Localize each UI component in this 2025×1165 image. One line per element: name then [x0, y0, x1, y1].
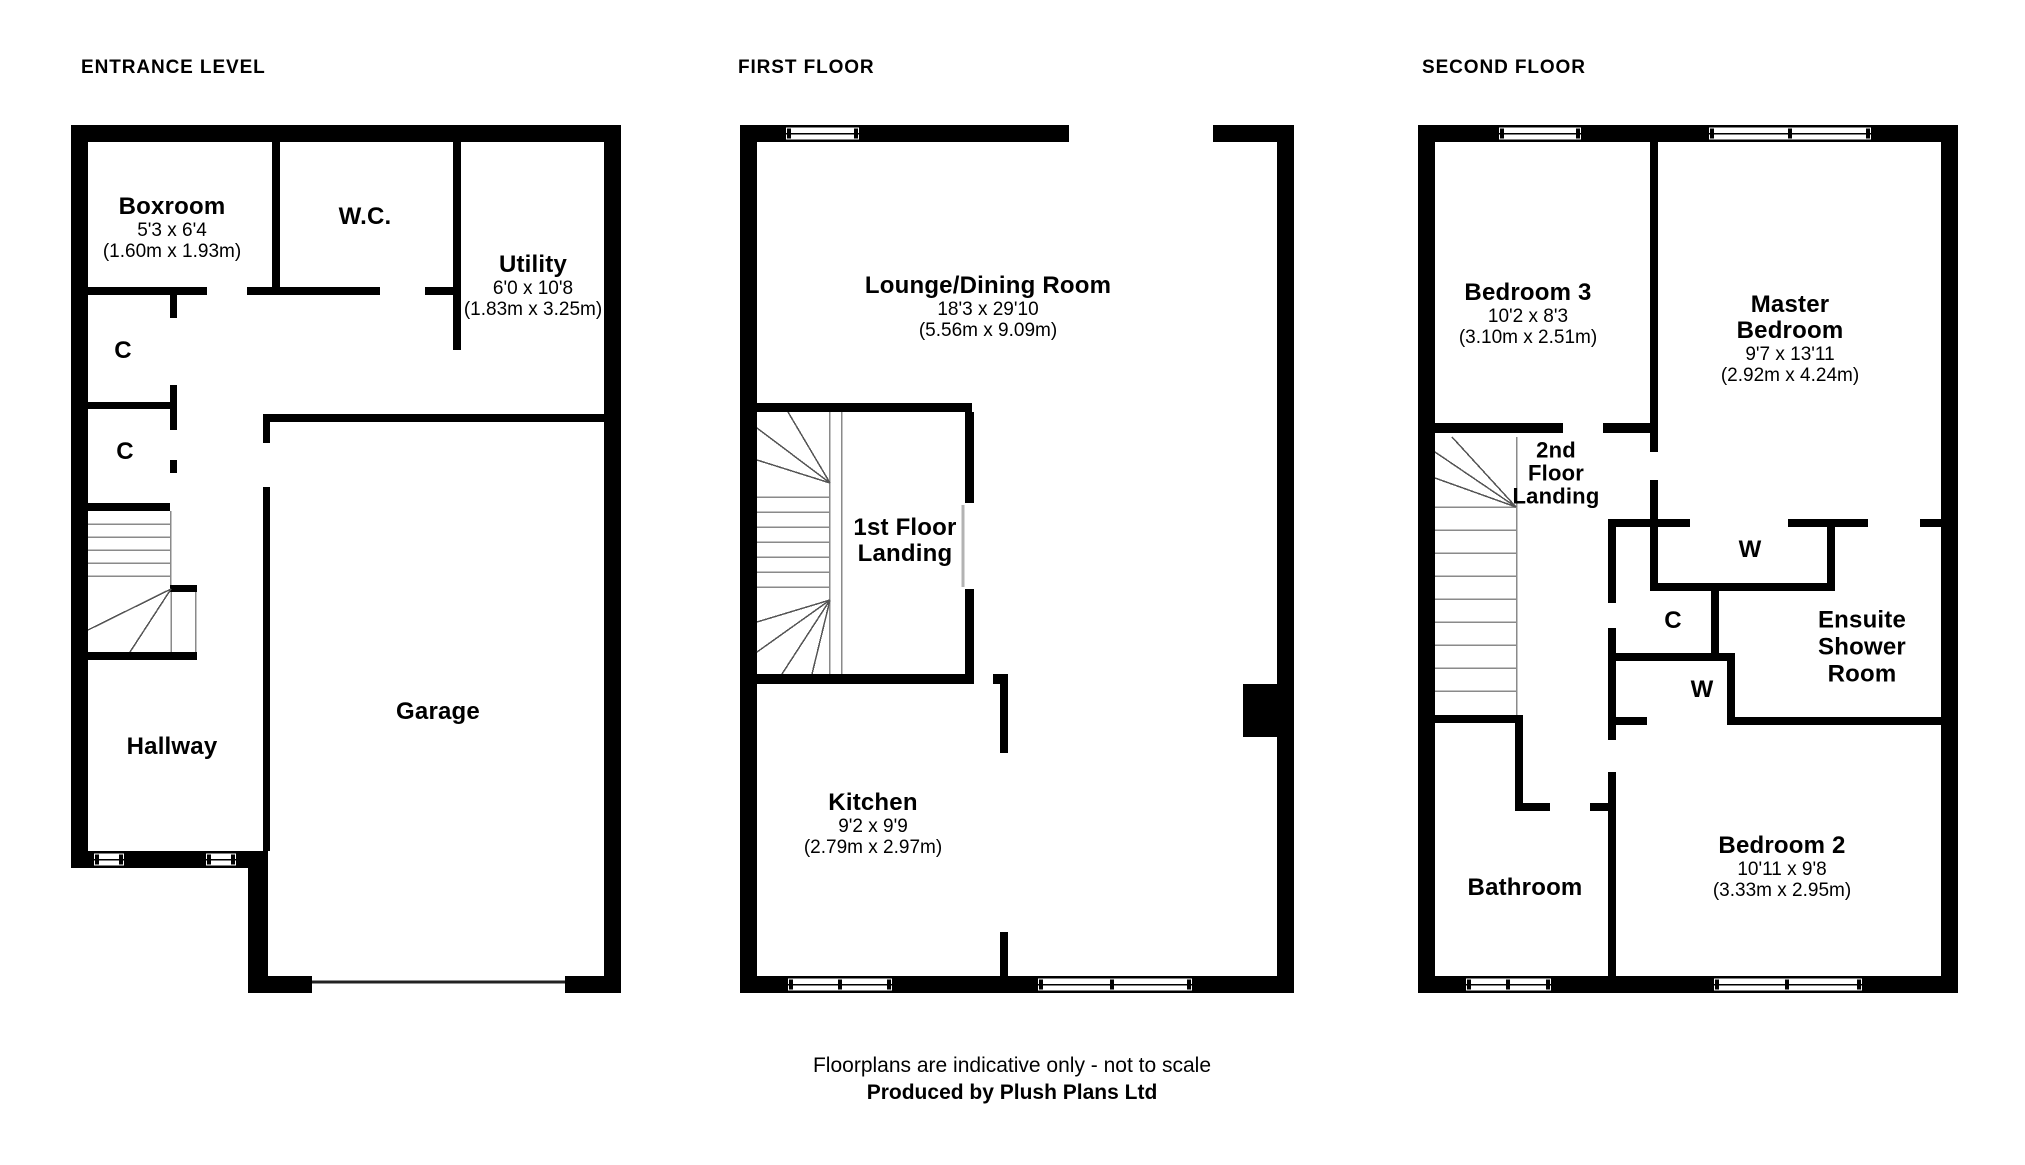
window [1037, 978, 1193, 992]
room-dims-m: (3.10m x 2.51m) [1458, 327, 1598, 348]
room-dims-ft: 9'7 x 13'11 [1745, 344, 1835, 365]
room-dims-m: (2.79m x 2.97m) [803, 837, 943, 858]
wardrobe-label [1739, 537, 1762, 563]
room-name: W.C. [338, 203, 392, 230]
second-floor-staircase [1435, 437, 1517, 715]
room-name: C [114, 337, 132, 364]
room-name: Bathroom [1467, 874, 1583, 901]
first-floor-landing-label [853, 515, 956, 567]
room-dims-ft: 6'0 x 10'8 [492, 278, 574, 299]
footer-producer: Produced by Plush Plans Ltd [866, 1081, 1158, 1104]
room-dims-ft: 9'2 x 9'9 [838, 816, 908, 837]
master-bedroom-label [1721, 292, 1859, 386]
boxroom-label [103, 194, 241, 262]
lounge-dining-label [865, 273, 1111, 341]
first-floor-plan [740, 125, 1294, 993]
window [93, 853, 125, 867]
room-dims-m: (5.56m x 9.09m) [918, 320, 1058, 341]
room-dims-ft: 18'3 x 29'10 [937, 299, 1039, 320]
room-dims-ft: 10'2 x 8'3 [1487, 306, 1569, 327]
room-name: Garage [396, 698, 480, 725]
bathroom-label [1468, 875, 1583, 901]
room-name: W [1738, 536, 1762, 563]
closet-label [1664, 608, 1682, 634]
window [787, 978, 893, 992]
first-floor-walls [740, 125, 1294, 993]
room-dims-m: (2.92m x 4.24m) [1720, 365, 1860, 386]
room-name: Boxroom [118, 193, 226, 220]
room-name: Kitchen [828, 789, 918, 816]
window [1708, 127, 1872, 141]
first-floor-title: FIRST FLOOR [738, 57, 875, 78]
first-floor-staircase [757, 412, 842, 674]
room-name-line: Room [1827, 660, 1897, 688]
room-name-line: Landing [857, 540, 953, 567]
room-name-line: Master [1750, 291, 1830, 318]
ensuite-label [1818, 607, 1906, 688]
room-name: W [1690, 676, 1714, 703]
room-name-line: 1st Floor [853, 514, 957, 541]
room-dims-ft: 10'11 x 9'8 [1737, 859, 1827, 880]
window [785, 127, 860, 141]
room-name-line: Ensuite [1817, 606, 1907, 634]
closet-label [114, 338, 132, 364]
room-name-line: 2nd [1536, 437, 1576, 463]
room-name: Bedroom 3 [1464, 279, 1592, 306]
room-name: Utility [498, 251, 568, 278]
second-floor-landing-label [1513, 439, 1600, 508]
room-dims-ft: 5'3 x 6'4 [137, 220, 207, 241]
wardrobe-label [1691, 677, 1714, 703]
bedroom2-label [1713, 833, 1851, 901]
second-floor-walls [1418, 125, 1958, 993]
second-floor-title: SECOND FLOOR [1422, 57, 1586, 78]
room-dims-m: (3.33m x 2.95m) [1712, 880, 1852, 901]
window [205, 853, 237, 867]
second-floor-plan [1418, 125, 1958, 993]
hallway-label [127, 734, 218, 760]
room-name: C [116, 438, 134, 465]
room-dims-m: (1.83m x 3.25m) [463, 299, 603, 320]
window [1465, 978, 1552, 992]
wc-label [339, 204, 392, 230]
footer-disclaimer: Floorplans are indicative only - not to scale [812, 1054, 1212, 1077]
room-name-line: Bedroom [1736, 317, 1844, 344]
utility-label [464, 252, 602, 320]
garage-door [312, 981, 565, 984]
bedroom3-label [1459, 280, 1597, 348]
room-name: Bedroom 2 [1718, 832, 1846, 859]
room-name-line: Floor [1527, 460, 1584, 486]
room-name: C [1664, 607, 1682, 634]
window [1713, 978, 1863, 992]
room-name-line: Shower [1818, 633, 1906, 661]
garage-label [396, 699, 480, 725]
room-name-line: Landing [1512, 483, 1600, 509]
kitchen-label [804, 790, 942, 858]
closet-label [116, 439, 134, 465]
room-name: Hallway [126, 733, 218, 760]
room-name: Lounge/Dining Room [864, 272, 1112, 299]
entrance-staircase [88, 511, 196, 652]
window [1498, 127, 1582, 141]
room-dims-m: (1.60m x 1.93m) [102, 241, 242, 262]
entrance-level-title: ENTRANCE LEVEL [81, 57, 266, 78]
